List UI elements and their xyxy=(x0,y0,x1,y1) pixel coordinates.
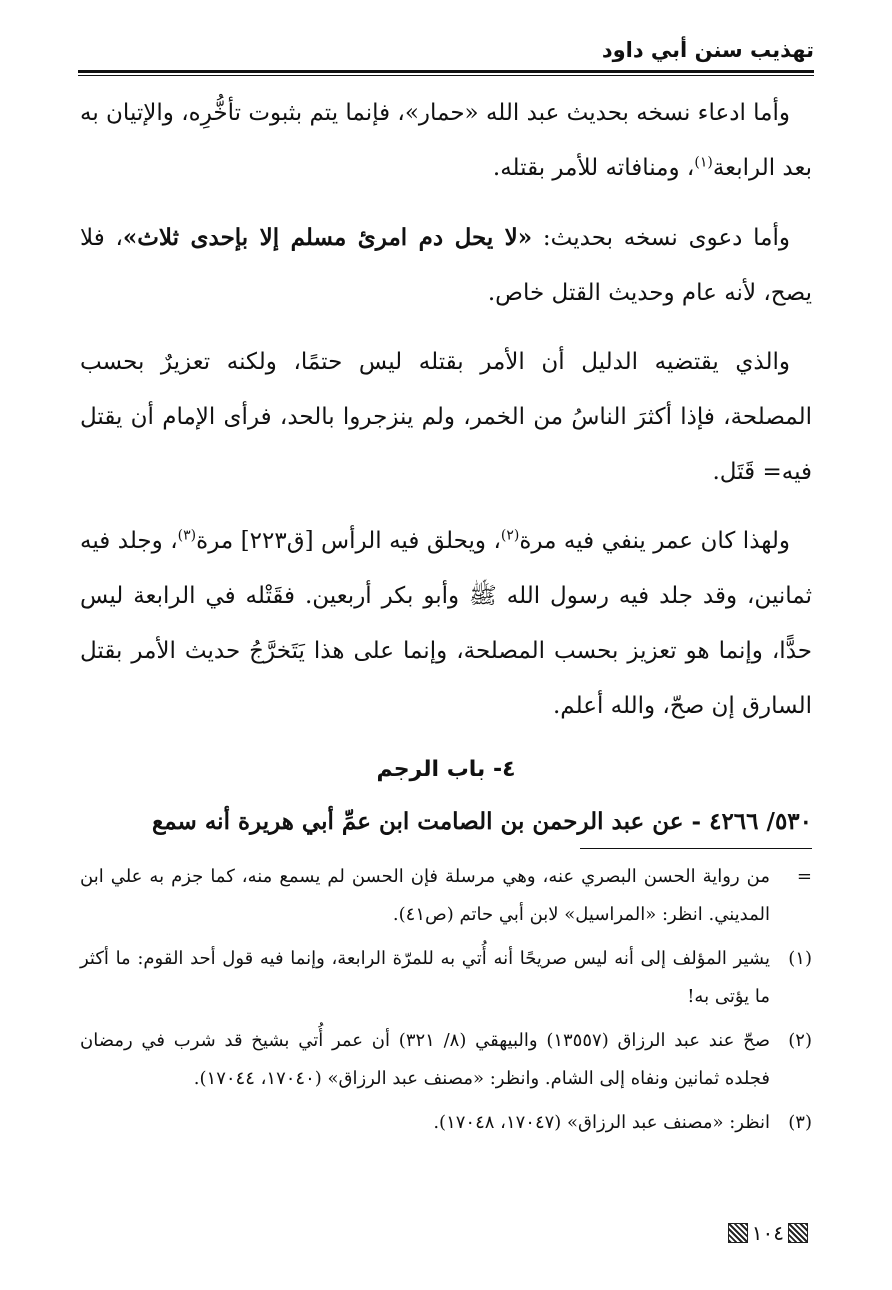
footnote-marker: = xyxy=(796,866,812,887)
ornament-square-icon xyxy=(728,1223,748,1243)
page-number: ١٠٤ xyxy=(751,1221,784,1245)
footnote-3 xyxy=(80,1104,812,1142)
hadith-line: ٥٣٠/ ٤٢٦٦ - عن عبد الرحمن بن الصامت ابن عمِّ أبي هريرة أنه سمع xyxy=(152,808,812,835)
page-header xyxy=(78,36,814,76)
footnote-text: من رواية الحسن البصري عنه، وهي مرسلة فإن الحسن لم يسمع منه، كما جزم به علي ابن المديني. انظر: «المراسيل» لابن أبي حاتم (ص٤١). xyxy=(80,866,770,925)
header-rule-thick xyxy=(78,70,814,73)
paragraph-3 xyxy=(80,335,812,500)
paragraph-2-end: ، فلا يصح، لأنه عام وحديث القتل خاص. xyxy=(80,225,812,306)
footnotes xyxy=(80,858,812,1148)
paragraph-1-text: وأما ادعاء نسخه بحديث عبد الله «حمار»، فإنما يتم بثبوت تأخُّرِه، والإتيان به بعد الرابعة xyxy=(80,100,812,181)
paragraph-1 xyxy=(80,86,812,196)
ornament-square-icon xyxy=(788,1223,808,1243)
paragraph-2 xyxy=(80,210,812,321)
footnote-separator xyxy=(580,848,812,849)
paragraph-1-end: ، ومنافاته للأمر بقتله. xyxy=(492,155,695,181)
chapter-heading: ٤- باب الرجم xyxy=(376,757,516,782)
paragraph-4 xyxy=(80,514,812,734)
paragraph-2-start: وأما دعوى نسخه بحديث: xyxy=(532,225,790,251)
quoted-hadith: «لا يحل دم امرئ مسلم إلا بإحدى ثلاث» xyxy=(122,224,533,251)
footnote-marker: (٣) xyxy=(788,1112,812,1133)
footnote-ref-3[interactable]: (٣) xyxy=(177,527,197,544)
footnote-text: يشير المؤلف إلى أنه ليس صريحًا أنه أُتي به للمرّة الرابعة، وإنما فيه قول أحد القوم: ما أكثر ما يؤتى به! xyxy=(80,948,770,1007)
footnote-ref-2[interactable]: (٢) xyxy=(500,527,520,544)
footnote-text: صحّ عند عبد الرزاق (١٣٥٥٧) والبيهقي (٨/ ٣٢١) أن عمر أُتي بشيخ قد شرب في رمضان فجلده ثمانين ونفاه إلى الشام. وانظر: «مصنف عبد الرزاق» (١٧٠٤٠، ١٧٠٤٤). xyxy=(80,1030,770,1089)
header-rule-thin xyxy=(78,75,814,76)
footnote-continued xyxy=(80,858,812,934)
paragraph-4-b: ، ويحلق فيه الرأس [ق٢٢٣] مرة xyxy=(196,528,501,554)
footnote-1 xyxy=(80,940,812,1016)
footnote-ref-1[interactable]: (١) xyxy=(694,154,713,171)
paragraph-3-text: والذي يقتضيه الدليل أن الأمر بقتله ليس حتمًا، ولكنه تعزيرٌ بحسب المصلحة، فإذا أكثرَ الناسُ من الخمر، ولم ينزجروا بالحد، فرأى الإمام أن يقتل فيه= قَتَل. xyxy=(80,349,812,485)
footnote-marker: (٢) xyxy=(788,1030,812,1051)
footnote-marker: (١) xyxy=(788,948,812,969)
page-number-block xyxy=(724,1222,812,1244)
paragraph-4-c: ، وجلد فيه ثمانين، وقد جلد فيه رسول الله ﷺ وأبو بكر أربعين. فقَتْله في الرابعة ليس حدًّا، وإنما هو تعزيز بحسب المصلحة، وإنما على هذا يَتَخرَّجُ حديث الأمر بقتل السارق إن صحّ، والله أعلم. xyxy=(80,528,812,719)
footnote-2 xyxy=(80,1022,812,1098)
paragraph-4-a: ولهذا كان عمر ينفي فيه مرة xyxy=(519,528,790,554)
running-head: تهذيب سنن أبي داود xyxy=(601,38,814,62)
footnote-text: انظر: «مصنف عبد الرزاق» (١٧٠٤٧، ١٧٠٤٨). xyxy=(433,1112,770,1133)
main-text xyxy=(80,86,812,849)
